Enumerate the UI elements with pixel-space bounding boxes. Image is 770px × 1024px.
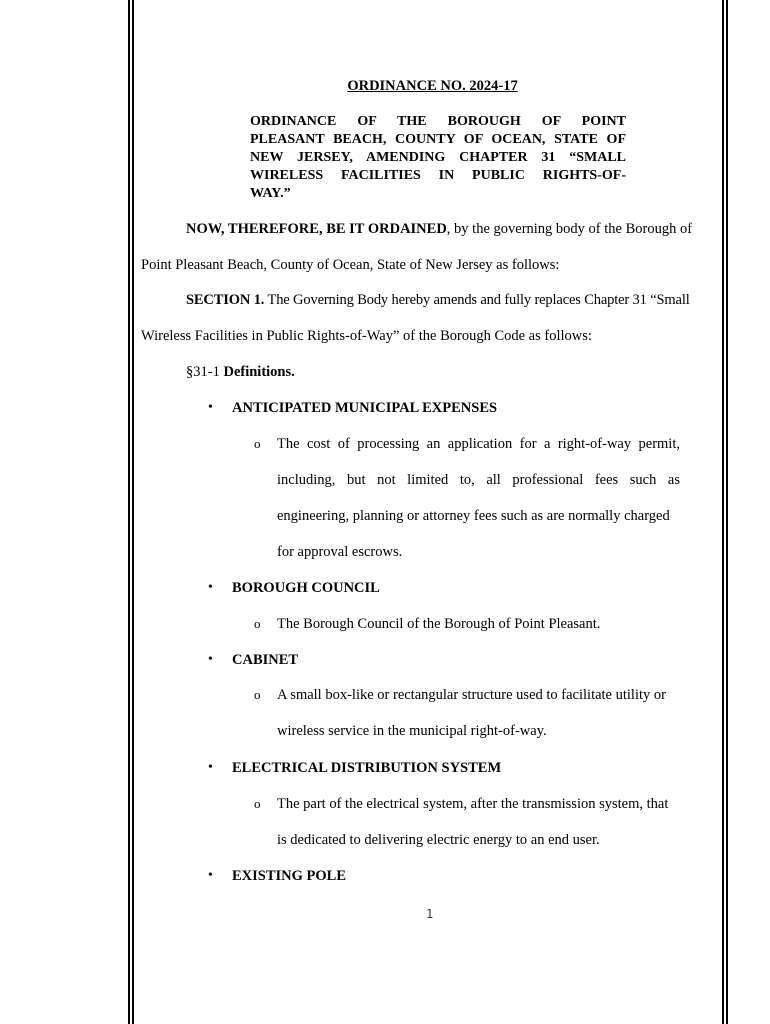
definition-line: wireless service in the municipal right-of-way. — [277, 723, 547, 739]
term-title: BOROUGH COUNCIL — [232, 580, 380, 596]
bullet-icon: • — [208, 580, 213, 595]
sub-bullet-icon: o — [254, 796, 261, 811]
definition-line: is dedicated to delivering electric energy to an end user. — [277, 832, 600, 848]
definition-line: The Borough Council of the Borough of Point Pleasant. — [277, 616, 601, 632]
page-number: 1 — [426, 907, 434, 921]
term-title: ELECTRICAL DISTRIBUTION SYSTEM — [232, 760, 502, 776]
intro-paragraph-line: NOW, THEREFORE, BE IT ORDAINED, by the governing body of the Borough of — [186, 221, 693, 237]
right-margin-rule — [726, 0, 728, 1024]
sub-bullet-icon: o — [254, 687, 261, 702]
bullet-icon: • — [208, 868, 213, 883]
sub-bullet-icon: o — [254, 436, 261, 451]
bullet-icon: • — [208, 760, 213, 775]
section-label: SECTION 1. — [186, 292, 265, 308]
term-title: ANTICIPATED MUNICIPAL EXPENSES — [232, 400, 498, 416]
right-margin-rule — [722, 0, 724, 1024]
definition-line: for approval escrows. — [277, 544, 403, 560]
definition-line: engineering, planning or attorney fees such as are normally charged — [277, 508, 670, 524]
bullet-icon: • — [208, 400, 213, 415]
left-margin-rule — [132, 0, 134, 1024]
sub-bullet-icon: o — [254, 616, 261, 631]
definition-line: The part of the electrical system, after the transmission system, that — [277, 796, 669, 812]
definition-line: The cost of processing an application for a right-of-way permit, — [277, 436, 680, 452]
ordinance-heading-line: NEW JERSEY, AMENDING CHAPTER 31 “SMALL — [250, 150, 626, 165]
section-1-line: Wireless Facilities in Public Rights-of-Way” of the Borough Code as follows: — [141, 328, 592, 344]
term-title: EXISTING POLE — [232, 868, 347, 884]
ordinance-number: ORDINANCE NO. 2024-17 — [347, 78, 518, 94]
bullet-icon: • — [208, 652, 213, 667]
term-title: CABINET — [232, 652, 299, 668]
ordinance-heading-line: PLEASANT BEACH, COUNTY OF OCEAN, STATE OF — [250, 132, 626, 147]
ordinance-heading-line: WIRELESS FACILITIES IN PUBLIC RIGHTS-OF- — [250, 168, 626, 183]
definitions-heading: §31-1 Definitions. — [186, 364, 295, 380]
intro-paragraph-line: Point Pleasant Beach, County of Ocean, State of New Jersey as follows: — [141, 257, 560, 273]
definition-line: including, but not limited to, all professional fees such as — [277, 472, 680, 488]
left-margin-rule — [128, 0, 130, 1024]
section-1-line: SECTION 1. The Governing Body hereby amends and fully replaces Chapter 31 “Small — [186, 292, 690, 308]
ordained-clause: NOW, THEREFORE, BE IT ORDAINED — [186, 221, 447, 237]
ordinance-heading-line: WAY.” — [250, 186, 291, 201]
definition-line: A small box-like or rectangular structure used to facilitate utility or — [277, 687, 666, 703]
ordinance-heading-line: ORDINANCE OF THE BOROUGH OF POINT — [250, 114, 626, 129]
